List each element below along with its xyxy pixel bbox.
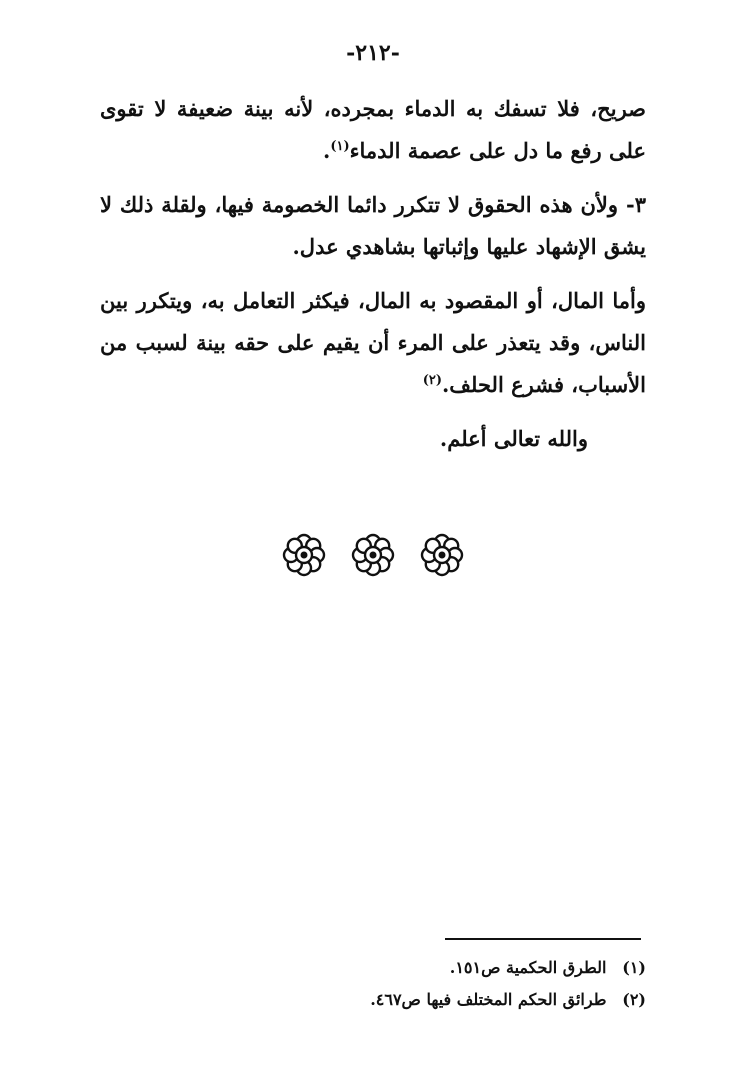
- closing-line: والله تعالى أعلم.: [439, 426, 588, 451]
- footnotes: [246, 952, 646, 1016]
- footnote-1: [246, 952, 646, 984]
- paragraph-2: [100, 184, 646, 268]
- footnote-1-text: الطرق الحكمية ص١٥١.: [449, 958, 607, 977]
- paragraph-3: [100, 280, 646, 406]
- footnote-2: [246, 984, 646, 1016]
- paragraph-2-text: ٣- ولأن هذه الحقوق لا تتكرر دائما الخصومة فيها، ولقلة ذلك لا يشق الإشهاد عليها وإثباتها بشاهدي عدل.: [100, 192, 646, 259]
- flower-ornament-icon: [350, 532, 396, 578]
- page-number: -٢١٢-: [346, 40, 400, 66]
- paragraph-1-tail: .: [323, 138, 331, 163]
- footnote-separator: [445, 938, 641, 940]
- footnote-ref-2: (٢): [422, 373, 442, 388]
- flower-ornament-icon: [281, 532, 327, 578]
- section-divider-ornaments: [0, 532, 746, 578]
- main-text: [100, 88, 646, 472]
- footnote-1-number: (١): [622, 958, 646, 977]
- paragraph-3-text: وأما المال، أو المقصود به المال، فيكثر التعامل به، ويتكرر بين الناس، وقد يتعذر على المرء أن يقيم على حقه بينة لسبب من الأسباب، فشرع الحلف.: [100, 288, 646, 397]
- footnote-ref-1: (١): [330, 139, 350, 154]
- paragraph-1-text: صريح، فلا تسفك به الدماء بمجرده، لأنه بينة ضعيفة لا تقوى على رفع ما دل على عصمة الدماء: [100, 96, 646, 163]
- paragraph-1: [100, 88, 646, 172]
- footnote-2-text: طرائق الحكم المختلف فيها ص٤٦٧.: [370, 990, 607, 1009]
- flower-ornament-icon: [419, 532, 465, 578]
- footnote-2-number: (٢): [622, 990, 646, 1009]
